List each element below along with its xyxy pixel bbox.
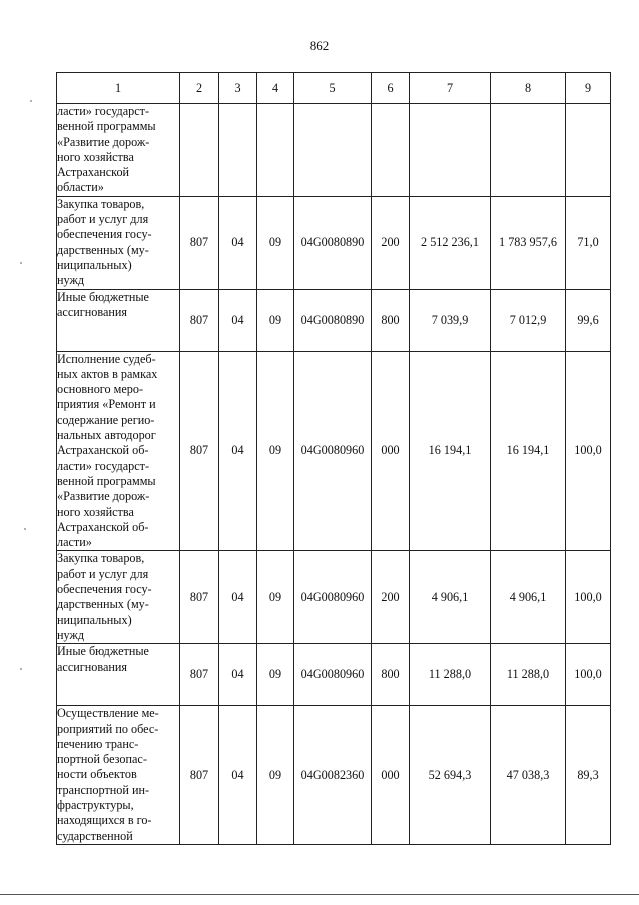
cell-executed: 4 906,1 [491,551,566,644]
cell-percent: 71,0 [566,196,611,289]
cell-ministry: 807 [180,706,219,845]
table-row [57,289,611,351]
cell-executed: 11 288,0 [491,644,566,706]
cell-target-article [294,104,372,197]
cell-ministry: 807 [180,196,219,289]
cell-planned: 16 194,1 [410,351,491,551]
column-header: 1 [57,73,180,104]
cell-planned: 4 906,1 [410,551,491,644]
column-header: 6 [372,73,410,104]
cell-planned: 7 039,9 [410,289,491,351]
table-row [57,351,611,551]
cell-expense-type: 200 [372,551,410,644]
header-row [57,73,611,104]
column-header: 8 [491,73,566,104]
cell-section [219,104,257,197]
cell-section: 04 [219,706,257,845]
cell-executed [491,104,566,197]
cell-planned: 11 288,0 [410,644,491,706]
cell-ministry [180,104,219,197]
scan-speck [24,528,26,530]
budget-table [56,72,611,845]
cell-planned: 2 512 236,1 [410,196,491,289]
column-header: 5 [294,73,372,104]
cell-target-article: 04G0082360 [294,706,372,845]
column-header: 7 [410,73,491,104]
cell-executed: 1 783 957,6 [491,196,566,289]
scan-speck [30,100,32,102]
cell-expense-type: 800 [372,644,410,706]
cell-percent: 100,0 [566,351,611,551]
cell-ministry: 807 [180,551,219,644]
cell-subsection: 09 [257,644,294,706]
cell-target-article: 04G0080960 [294,351,372,551]
column-header: 3 [219,73,257,104]
cell-expense-type: 000 [372,706,410,845]
cell-section: 04 [219,196,257,289]
cell-ministry: 807 [180,351,219,551]
cell-planned: 52 694,3 [410,706,491,845]
cell-ministry: 807 [180,289,219,351]
row-description: ласти» государст- венной программы «Развитие дорож- ного хозяйства Астраханской области» [57,104,180,197]
cell-section: 04 [219,289,257,351]
table-row [57,644,611,706]
cell-section: 04 [219,551,257,644]
row-description: Закупка товаров, работ и услуг для обеспечения госу- дарственных (му- ниципальных) нужд [57,196,180,289]
scan-speck [20,668,22,670]
cell-executed: 16 194,1 [491,351,566,551]
table-row [57,104,611,197]
column-header: 2 [180,73,219,104]
cell-target-article: 04G0080890 [294,289,372,351]
cell-target-article: 04G0080960 [294,551,372,644]
page-bottom-rule [0,894,639,895]
column-header: 9 [566,73,611,104]
scan-speck [20,262,22,264]
table-row [57,196,611,289]
cell-expense-type: 800 [372,289,410,351]
cell-subsection: 09 [257,196,294,289]
cell-section: 04 [219,644,257,706]
table-row [57,706,611,845]
row-description: Осуществление ме- роприятий по обес- печению транс- портной безопас- ности объектов транспортной ин- фраструктуры, находящихся в го- сударственной [57,706,180,845]
cell-ministry: 807 [180,644,219,706]
page-number: 862 [309,38,330,53]
cell-target-article: 04G0080890 [294,196,372,289]
cell-percent: 99,6 [566,289,611,351]
cell-subsection [257,104,294,197]
table-row [57,551,611,644]
row-description: Иные бюджетные ассигнования [57,644,180,706]
cell-executed: 7 012,9 [491,289,566,351]
cell-target-article: 04G0080960 [294,644,372,706]
cell-executed: 47 038,3 [491,706,566,845]
cell-planned [410,104,491,197]
cell-percent: 89,3 [566,706,611,845]
cell-subsection: 09 [257,351,294,551]
cell-subsection: 09 [257,706,294,845]
row-description: Исполнение судеб- ных актов в рамках основного меро- приятия «Ремонт и содержание регио- нальных автодорог Астраханской об- ласти» государст- венной программы «Развитие дорож- ного хозяйства Астраханской об- ласти» [57,351,180,551]
cell-expense-type: 200 [372,196,410,289]
row-description: Закупка товаров, работ и услуг для обеспечения госу- дарственных (му- ниципальных) нужд [57,551,180,644]
cell-section: 04 [219,351,257,551]
cell-percent [566,104,611,197]
cell-expense-type [372,104,410,197]
cell-subsection: 09 [257,551,294,644]
cell-subsection: 09 [257,289,294,351]
column-header: 4 [257,73,294,104]
cell-percent: 100,0 [566,551,611,644]
cell-percent: 100,0 [566,644,611,706]
cell-expense-type: 000 [372,351,410,551]
row-description: Иные бюджетные ассигнования [57,289,180,351]
